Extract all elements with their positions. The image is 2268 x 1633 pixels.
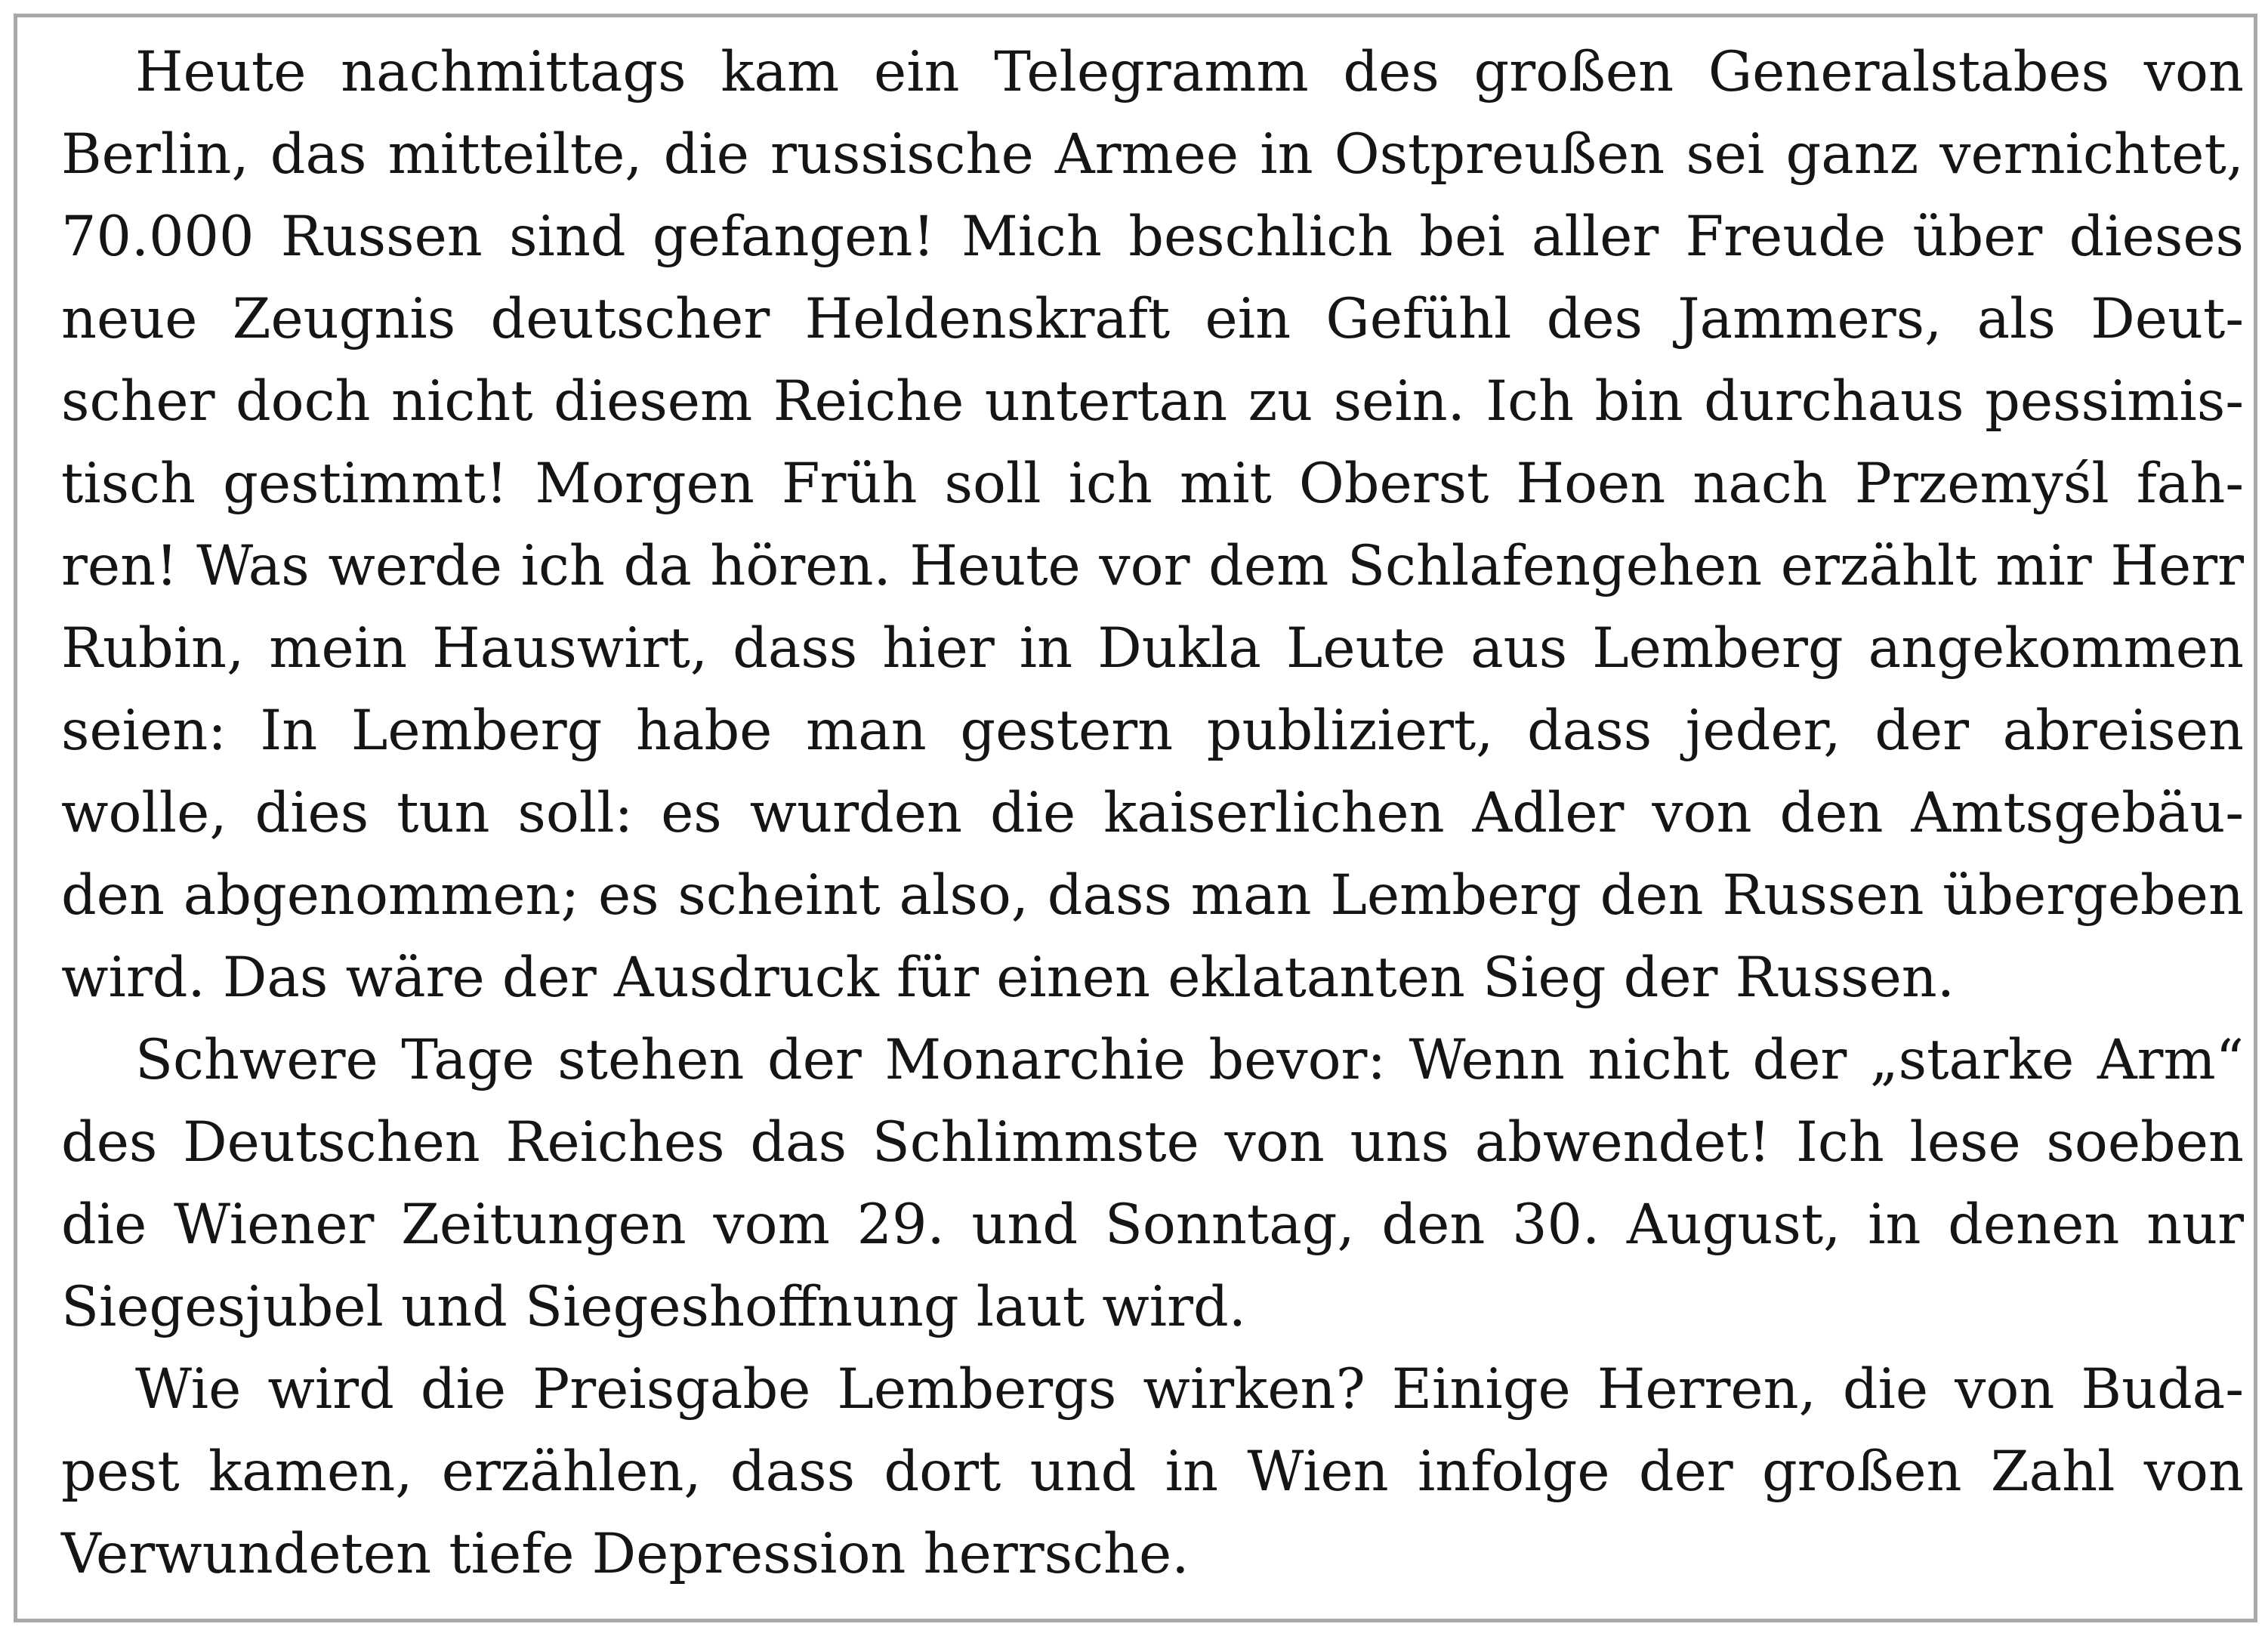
paragraph-2 [61, 1019, 2244, 1348]
diary-text [61, 31, 2244, 1595]
text-line: Wie wird die Preisgabe Lembergs wirken? Einige Herren, die von Buda- [135, 1357, 2244, 1422]
text-line: scher doch nicht diesem Reiche untertan zu sein. Ich bin durchaus pessimis- [61, 369, 2244, 434]
page-frame [14, 14, 2257, 1622]
text-line: tisch gestimmt! Morgen Früh soll ich mit Oberst Hoen nach Przemyśl fah- [61, 452, 2244, 516]
text-line: die Wiener Zeitungen vom 29. und Sonntag, den 30. August, in denen nur [61, 1193, 2244, 1257]
text-line: Berlin, das mitteilte, die russische Armee in Ostpreußen sei ganz vernichtet, [61, 122, 2244, 187]
text-line: 70.000 Russen sind gefangen! Mich beschlich bei aller Freude über dieses [61, 205, 2244, 269]
text-line: pest kamen, erzählen, dass dort und in Wien infolge der großen Zahl von [61, 1440, 2244, 1504]
text-line: wird. Das wäre der Ausdruck für einen eklatanten Sieg der Russen. [61, 946, 1955, 1010]
text-line: Verwundeten tiefe Depression herrsche. [61, 1522, 1190, 1586]
text-line: wolle, dies tun soll: es wurden die kaiserlichen Adler von den Amtsgebäu- [61, 781, 2244, 845]
text-line: seien: In Lemberg habe man gestern publiziert, dass jeder, der abreisen [61, 699, 2244, 763]
text-line: ren! Was werde ich da hören. Heute vor dem Schlafengehen erzählt mir Herr [61, 534, 2244, 598]
text-line: des Deutschen Reiches das Schlimmste von uns abwendet! Ich lese soeben [61, 1110, 2244, 1175]
text-line: Siegesjubel und Siegeshoffnung laut wird. [61, 1275, 1246, 1339]
text-line: Rubin, mein Hauswirt, dass hier in Dukla Leute aus Lemberg angekommen [61, 616, 2244, 681]
paragraph-1 [61, 31, 2244, 1019]
paragraph-3 [61, 1348, 2244, 1595]
text-line: Heute nachmittags kam ein Telegramm des großen Generalstabes von [135, 40, 2244, 104]
text-line: neue Zeugnis deutscher Heldenskraft ein Gefühl des Jammers, als Deut- [61, 287, 2244, 351]
text-line: den abgenommen; es scheint also, dass man Lemberg den Russen übergeben [61, 863, 2244, 928]
text-line: Schwere Tage stehen der Monarchie bevor: Wenn nicht der „starke Arm“ [135, 1028, 2244, 1092]
